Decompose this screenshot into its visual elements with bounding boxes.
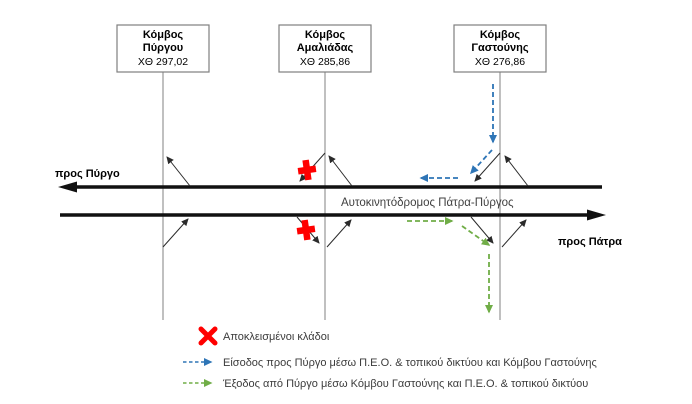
- blocked-cross-icon-bottom: [296, 219, 317, 241]
- legend-exit-label: Έξοδος από Πύργο μέσω Κόμβου Γαστούνης και Π.Ε.Ο. & τοπικού δικτύου: [223, 378, 589, 390]
- junction-chainage: ΧΘ 297,02: [137, 56, 189, 68]
- junction-box-gastouni: [454, 25, 546, 72]
- legend-blocked-label: Αποκλεισμένοι κλάδοι: [223, 331, 330, 343]
- gastouni-exit-ramp-top: [505, 156, 528, 186]
- legend: [183, 329, 597, 390]
- junction-title-line2: Γαστούνης: [471, 42, 529, 54]
- junction-title-line2: Αμαλιάδας: [296, 42, 354, 54]
- exit-detour-path: [407, 221, 489, 312]
- direction-label-patra: προς Πάτρα: [558, 236, 622, 248]
- gastouni-entry-ramp-bottom: [502, 220, 526, 247]
- junction-title-line1: Κόμβος: [304, 29, 346, 41]
- carriageway-towards-pyrgos: [58, 182, 602, 193]
- junction-chainage: ΧΘ 285,86: [299, 56, 351, 68]
- exit-detour-diagonal: [462, 226, 489, 245]
- entry-detour-path: [421, 84, 493, 178]
- cross-stroke: [306, 160, 309, 180]
- right-arrowhead-icon: [587, 210, 606, 221]
- left-arrowhead-icon: [58, 182, 77, 193]
- pyrgos-entry-ramp: [163, 219, 188, 247]
- pyrgos-exit-ramp: [167, 157, 190, 186]
- cross-stroke: [305, 220, 308, 240]
- carriageway-towards-patra: [60, 210, 606, 221]
- blocked-cross-icon-top: [297, 159, 318, 181]
- junction-title-line1: Κόμβος: [479, 29, 521, 41]
- junction-box-pyrgos: [117, 25, 209, 72]
- entry-detour-diagonal: [471, 150, 492, 173]
- junction-title-line1: Κόμβος: [142, 29, 184, 41]
- gastouni-exit-ramp-bottom: [471, 217, 493, 243]
- direction-label-pyrgo: προς Πύργο: [55, 168, 120, 180]
- legend-blocked-x-icon: [201, 329, 215, 343]
- amaliada-entry-ramp-bottom: [327, 220, 351, 247]
- amaliada-exit-ramp-top: [329, 156, 352, 186]
- junction-chainage: ΧΘ 276,86: [474, 56, 526, 68]
- motorway-name-label: Αυτοκινητόδρομος Πάτρα-Πύργος: [341, 197, 514, 209]
- gastouni-entry-ramp-top: [475, 153, 500, 181]
- junction-title-line2: Πύργου: [142, 42, 184, 54]
- legend-entry-label: Είσοδος προς Πύργο μέσω Π.Ε.Ο. & τοπικού δικτύου και Κόμβου Γαστούνης: [223, 357, 597, 369]
- junction-box-amaliada: [279, 25, 371, 72]
